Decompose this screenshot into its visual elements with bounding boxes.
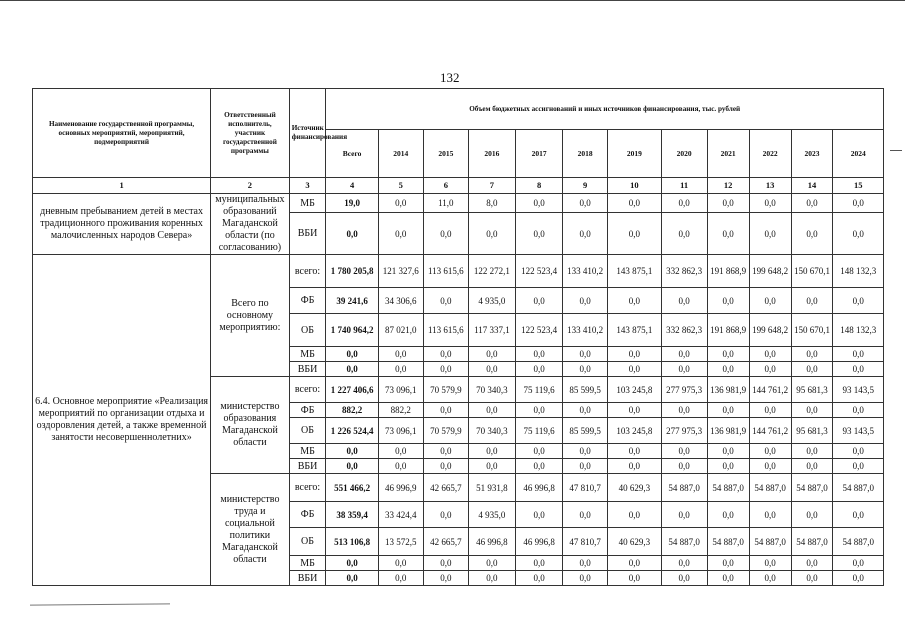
year-value-cell: 70 340,3 [468,418,515,444]
year-value-cell: 0,0 [516,444,563,459]
year-value-cell: 34 306,6 [378,288,423,314]
year-value-cell: 11,0 [423,194,468,213]
header-row [33,89,884,130]
year-value-cell: 47 810,7 [563,474,608,502]
source-cell: всего: [289,474,326,502]
total-cell: 1 227 406,6 [326,377,378,403]
year-value-cell: 150 670,1 [791,255,833,288]
year-value-cell: 0,0 [661,444,707,459]
header-source: Источник финансирования [289,89,326,178]
total-cell: 551 466,2 [326,474,378,502]
year-value-cell: 0,0 [378,444,423,459]
total-cell: 513 106,8 [326,528,378,556]
year-value-cell: 70 579,9 [423,418,468,444]
margin-mark [890,150,902,151]
year-value-cell: 85 599,5 [563,377,608,403]
year-value-cell: 0,0 [516,459,563,474]
year-value-cell: 0,0 [791,347,833,362]
source-cell: ОБ [289,528,326,556]
year-value-cell: 0,0 [516,362,563,377]
year-value-cell: 51 931,8 [468,474,515,502]
header-executor: Ответственный исполнитель, участник государственной программы [211,89,290,178]
year-value-cell: 0,0 [833,403,884,418]
year-value-cell: 0,0 [563,403,608,418]
year-value-cell: 103 245,8 [608,418,661,444]
source-cell: ВБИ [289,459,326,474]
year-value-cell: 0,0 [423,502,468,528]
col-number: 15 [833,178,884,194]
year-value-cell: 42 665,7 [423,528,468,556]
year-value-cell: 0,0 [608,362,661,377]
year-value-cell: 0,0 [833,288,884,314]
header-total: Всего [326,130,378,178]
year-value-cell: 0,0 [516,403,563,418]
year-value-cell: 13 572,5 [378,528,423,556]
total-cell: 1 740 964,2 [326,314,378,347]
year-value-cell: 0,0 [791,403,833,418]
year-value-cell: 0,0 [608,288,661,314]
year-value-cell: 0,0 [661,571,707,586]
year-value-cell: 0,0 [791,288,833,314]
year-value-cell: 148 132,3 [833,255,884,288]
year-value-cell: 93 143,5 [833,418,884,444]
year-value-cell: 0,0 [563,571,608,586]
total-cell: 0,0 [326,556,378,571]
year-value-cell: 0,0 [608,571,661,586]
year-value-cell: 277 975,3 [661,377,707,403]
year-value-cell: 33 424,4 [378,502,423,528]
year-value-cell: 0,0 [563,459,608,474]
source-cell: ФБ [289,288,326,314]
year-value-cell: 4 935,0 [468,288,515,314]
year-value-cell: 0,0 [661,502,707,528]
year-value-cell: 0,0 [468,403,515,418]
source-cell: всего: [289,377,326,403]
year-value-cell: 0,0 [423,347,468,362]
year-value-cell: 0,0 [833,362,884,377]
year-value-cell: 0,0 [563,347,608,362]
year-value-cell: 143 875,1 [608,255,661,288]
year-value-cell: 122 272,1 [468,255,515,288]
header-year: 2020 [661,130,707,178]
year-value-cell: 54 887,0 [707,474,749,502]
program-cell: 6.4. Основное мероприятие «Реализация мероприятий по организации отдыха и оздоровления детей, а также временной занятости несовершеннолетних» [33,255,211,586]
year-value-cell: 0,0 [749,556,791,571]
year-value-cell: 0,0 [661,213,707,255]
year-value-cell: 0,0 [661,362,707,377]
year-value-cell: 0,0 [516,288,563,314]
total-cell: 1 226 524,4 [326,418,378,444]
year-value-cell: 0,0 [661,347,707,362]
source-cell: ВБИ [289,213,326,255]
year-value-cell: 0,0 [468,213,515,255]
year-value-cell: 0,0 [749,362,791,377]
year-value-cell: 0,0 [423,403,468,418]
col-number: 2 [211,178,290,194]
year-value-cell: 54 887,0 [791,528,833,556]
year-value-cell: 0,0 [707,213,749,255]
source-cell: МБ [289,444,326,459]
year-value-cell: 144 761,2 [749,418,791,444]
year-value-cell: 0,0 [563,556,608,571]
year-value-cell: 148 132,3 [833,314,884,347]
col-number: 7 [468,178,515,194]
year-value-cell: 0,0 [608,459,661,474]
page-number: 132 [440,70,460,85]
executor-cell: министерство образования Магаданской области [211,377,290,474]
year-value-cell: 0,0 [661,288,707,314]
year-value-cell: 0,0 [791,194,833,213]
col-number: 4 [326,178,378,194]
page-top-edge [0,0,905,4]
year-value-cell: 0,0 [749,459,791,474]
year-value-cell: 46 996,8 [516,474,563,502]
year-value-cell: 46 996,8 [468,528,515,556]
year-value-cell: 0,0 [791,571,833,586]
year-value-cell: 0,0 [378,556,423,571]
year-value-cell: 199 648,2 [749,314,791,347]
year-value-cell: 0,0 [608,556,661,571]
year-value-cell: 332 862,3 [661,314,707,347]
year-value-cell: 54 887,0 [749,528,791,556]
source-cell: ВБИ [289,571,326,586]
year-value-cell: 0,0 [791,459,833,474]
total-cell: 19,0 [326,194,378,213]
col-number: 10 [608,178,661,194]
year-value-cell: 0,0 [749,571,791,586]
year-value-cell: 0,0 [833,444,884,459]
year-value-cell: 122 523,4 [516,255,563,288]
year-value-cell: 113 615,6 [423,314,468,347]
year-value-cell: 0,0 [707,403,749,418]
year-value-cell: 122 523,4 [516,314,563,347]
year-value-cell: 0,0 [661,403,707,418]
year-value-cell: 0,0 [833,571,884,586]
year-value-cell: 0,0 [707,556,749,571]
year-value-cell: 0,0 [516,556,563,571]
year-value-cell: 54 887,0 [661,474,707,502]
year-value-cell: 0,0 [661,556,707,571]
year-value-cell: 73 096,1 [378,418,423,444]
year-value-cell: 136 981,9 [707,418,749,444]
year-value-cell: 0,0 [707,288,749,314]
year-value-cell: 95 681,3 [791,377,833,403]
year-value-cell: 0,0 [661,194,707,213]
total-cell: 882,2 [326,403,378,418]
year-value-cell: 0,0 [791,213,833,255]
year-value-cell: 40 629,3 [608,528,661,556]
year-value-cell: 0,0 [707,502,749,528]
year-value-cell: 0,0 [791,556,833,571]
year-value-cell: 0,0 [608,444,661,459]
year-value-cell: 0,0 [423,362,468,377]
year-value-cell: 0,0 [661,459,707,474]
year-value-cell: 0,0 [749,502,791,528]
total-cell: 0,0 [326,362,378,377]
year-value-cell: 150 670,1 [791,314,833,347]
total-cell: 38 359,4 [326,502,378,528]
year-value-cell: 0,0 [468,556,515,571]
col-number: 1 [33,178,211,194]
year-value-cell: 0,0 [378,347,423,362]
year-value-cell: 0,0 [423,556,468,571]
year-value-cell: 0,0 [707,459,749,474]
source-cell: ФБ [289,502,326,528]
year-value-cell: 0,0 [563,288,608,314]
year-value-cell: 54 887,0 [707,528,749,556]
col-number: 6 [423,178,468,194]
year-value-cell: 0,0 [516,194,563,213]
year-value-cell: 0,0 [707,571,749,586]
total-cell: 0,0 [326,213,378,255]
year-value-cell: 277 975,3 [661,418,707,444]
year-value-cell: 0,0 [516,571,563,586]
year-value-cell: 0,0 [563,362,608,377]
year-value-cell: 0,0 [791,362,833,377]
header-year: 2019 [608,130,661,178]
year-value-cell: 136 981,9 [707,377,749,403]
header-year: 2024 [833,130,884,178]
budget-table [32,88,884,586]
year-value-cell: 103 245,8 [608,377,661,403]
source-cell: ОБ [289,314,326,347]
year-value-cell: 0,0 [791,444,833,459]
year-value-cell: 0,0 [516,347,563,362]
year-value-cell: 0,0 [833,502,884,528]
year-value-cell: 121 327,6 [378,255,423,288]
year-value-cell: 0,0 [749,347,791,362]
year-value-cell: 0,0 [833,459,884,474]
executor-cell: министерство труда и социальной политики Магаданской области [211,474,290,586]
source-cell: всего: [289,255,326,288]
table-row [33,194,884,213]
year-value-cell: 0,0 [563,502,608,528]
year-value-cell: 0,0 [423,459,468,474]
header-funding: Объем бюджетных ассигнований и иных источников финансирования, тыс. рублей [326,89,884,130]
year-value-cell: 0,0 [516,213,563,255]
year-value-cell: 87 021,0 [378,314,423,347]
total-cell: 39 241,6 [326,288,378,314]
year-value-cell: 0,0 [378,362,423,377]
total-cell: 0,0 [326,444,378,459]
total-cell: 0,0 [326,347,378,362]
source-cell: МБ [289,556,326,571]
year-value-cell: 8,0 [468,194,515,213]
year-value-cell: 0,0 [608,194,661,213]
header-year: 2017 [516,130,563,178]
year-value-cell: 93 143,5 [833,377,884,403]
total-cell: 0,0 [326,459,378,474]
year-value-cell: 0,0 [749,444,791,459]
year-value-cell: 0,0 [563,194,608,213]
source-cell: МБ [289,194,326,213]
header-year: 2021 [707,130,749,178]
year-value-cell: 0,0 [468,459,515,474]
header-year: 2018 [563,130,608,178]
executor-cell: Всего по основному мероприятию: [211,255,290,377]
year-value-cell: 0,0 [423,444,468,459]
year-value-cell: 144 761,2 [749,377,791,403]
year-value-cell: 54 887,0 [833,528,884,556]
scan-smudge [30,603,170,605]
year-value-cell: 0,0 [749,288,791,314]
executor-cell: муниципальных образований Магаданской области (по согласованию) [211,194,290,255]
year-value-cell: 0,0 [749,194,791,213]
table-body [33,89,884,586]
col-number: 14 [791,178,833,194]
year-value-cell: 0,0 [423,571,468,586]
year-value-cell: 0,0 [833,556,884,571]
year-value-cell: 70 340,3 [468,377,515,403]
year-value-cell: 54 887,0 [833,474,884,502]
year-value-cell: 0,0 [378,571,423,586]
year-value-cell: 0,0 [608,347,661,362]
table-row [33,255,884,288]
year-value-cell: 0,0 [423,288,468,314]
year-value-cell: 0,0 [468,347,515,362]
year-value-cell: 0,0 [707,194,749,213]
source-cell: ОБ [289,418,326,444]
total-cell: 1 780 205,8 [326,255,378,288]
program-cell: дневным пребыванием детей в местах традиционного проживания коренных малочисленных народов Севера» [33,194,211,255]
year-value-cell: 0,0 [833,194,884,213]
year-value-cell: 0,0 [563,213,608,255]
year-value-cell: 0,0 [468,571,515,586]
col-number: 8 [516,178,563,194]
year-value-cell: 4 935,0 [468,502,515,528]
year-value-cell: 0,0 [378,213,423,255]
year-value-cell: 73 096,1 [378,377,423,403]
year-value-cell: 54 887,0 [661,528,707,556]
year-value-cell: 133 410,2 [563,314,608,347]
year-value-cell: 54 887,0 [749,474,791,502]
year-value-cell: 95 681,3 [791,418,833,444]
col-number: 13 [749,178,791,194]
col-number: 12 [707,178,749,194]
year-value-cell: 191 868,9 [707,314,749,347]
source-cell: ВБИ [289,362,326,377]
year-value-cell: 0,0 [378,459,423,474]
year-value-cell: 0,0 [707,444,749,459]
year-value-cell: 191 868,9 [707,255,749,288]
source-cell: МБ [289,347,326,362]
col-number: 5 [378,178,423,194]
year-value-cell: 54 887,0 [791,474,833,502]
year-value-cell: 117 337,1 [468,314,515,347]
total-cell: 0,0 [326,571,378,586]
year-value-cell: 40 629,3 [608,474,661,502]
year-value-cell: 113 615,6 [423,255,468,288]
year-value-cell: 0,0 [833,347,884,362]
year-value-cell: 0,0 [468,362,515,377]
header-year: 2016 [468,130,515,178]
col-number: 11 [661,178,707,194]
year-value-cell: 0,0 [423,213,468,255]
year-value-cell: 882,2 [378,403,423,418]
year-value-cell: 0,0 [707,362,749,377]
year-value-cell: 0,0 [563,444,608,459]
year-value-cell: 0,0 [749,403,791,418]
year-value-cell: 0,0 [516,502,563,528]
year-value-cell: 0,0 [378,194,423,213]
year-value-cell: 0,0 [608,502,661,528]
year-value-cell: 133 410,2 [563,255,608,288]
year-value-cell: 46 996,8 [516,528,563,556]
year-value-cell: 85 599,5 [563,418,608,444]
header-year: 2014 [378,130,423,178]
year-value-cell: 332 862,3 [661,255,707,288]
col-number: 3 [289,178,326,194]
year-value-cell: 0,0 [468,444,515,459]
col-number: 9 [563,178,608,194]
year-value-cell: 0,0 [749,213,791,255]
year-value-cell: 42 665,7 [423,474,468,502]
year-value-cell: 143 875,1 [608,314,661,347]
column-number-row [33,178,884,194]
header-year: 2023 [791,130,833,178]
year-value-cell: 0,0 [608,403,661,418]
header-year: 2022 [749,130,791,178]
header-program: Наименование государственной программы, основных мероприятий, мероприятий, подмероприятий [33,89,211,178]
header-year: 2015 [423,130,468,178]
year-value-cell: 0,0 [707,347,749,362]
year-value-cell: 199 648,2 [749,255,791,288]
year-value-cell: 70 579,9 [423,377,468,403]
year-value-cell: 46 996,9 [378,474,423,502]
year-value-cell: 0,0 [608,213,661,255]
year-value-cell: 75 119,6 [516,418,563,444]
year-value-cell: 0,0 [791,502,833,528]
year-value-cell: 75 119,6 [516,377,563,403]
year-value-cell: 47 810,7 [563,528,608,556]
year-value-cell: 0,0 [833,213,884,255]
source-cell: ФБ [289,403,326,418]
